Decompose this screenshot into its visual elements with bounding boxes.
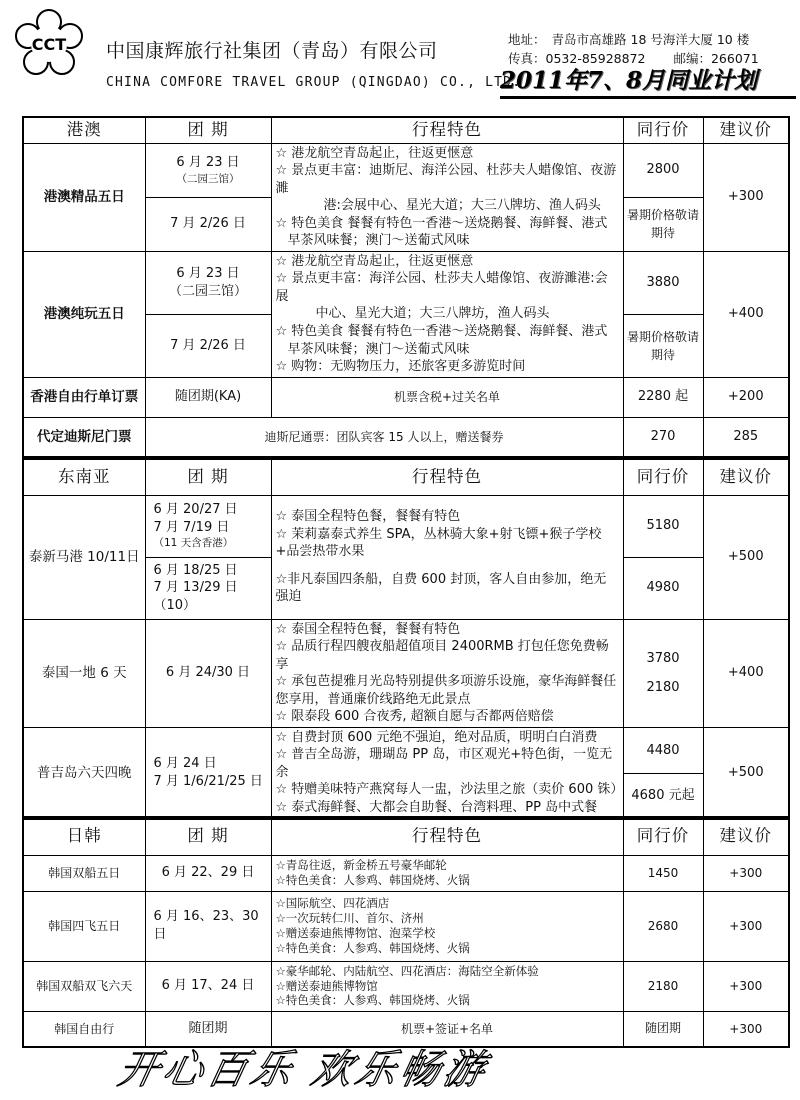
peer-price: 270 — [623, 417, 703, 457]
peer-price: 3880 — [623, 251, 703, 314]
feature-line: ☆ 泰国全程特色餐，餐餐有特色 — [275, 621, 461, 637]
feature-line: ☆赠送泰迪熊博物馆 — [275, 978, 378, 993]
table-row — [23, 855, 789, 891]
feature-line: ☆ 茉莉嘉泰式养生 SPA，丛林骑大象+射飞镖+猴子学校+品尝热带水果 — [275, 526, 602, 560]
route-name: 港澳纯玩五日 — [23, 251, 145, 377]
suggested-price: +300 — [703, 961, 789, 1011]
address-label: 地址： — [508, 32, 546, 47]
peer-price: 4680 元起 — [623, 774, 703, 819]
peer-price: 4980 — [623, 557, 703, 619]
features-cell — [271, 619, 623, 727]
feature-line: ☆一次玩转仁川、首尔、济州 — [275, 911, 424, 926]
feature-line: ☆特色美食：人参鸡、韩国烧烤、火锅 — [275, 873, 470, 887]
route-name: 香港自由行单订票 — [23, 377, 145, 417]
feature-line: ☆非凡泰国四条船，自费 600 封顶，客人自由参加，绝无强迫 — [275, 571, 607, 605]
table-row — [23, 251, 789, 314]
route-name: 韩国四飞五日 — [23, 891, 145, 961]
col-peer-price: 同行价 — [623, 117, 703, 143]
feature-line: ☆ 购物：无购物压力，还旅客更多游览时间 — [275, 359, 526, 375]
feature-line: ☆国际航空、四花酒店 — [275, 896, 390, 911]
feature-line: ☆ 特色美食 餐餐有特色一香港～送烧鹅餐、海鲜餐、港式 — [275, 215, 608, 231]
route-name: 韩国自由行 — [23, 1011, 145, 1047]
suggested-price: +400 — [703, 251, 789, 377]
table-header-row — [23, 117, 789, 143]
price-note: 暑期价格敬请期待 — [623, 314, 703, 377]
feature-line: ☆ 泰国全程特色餐，餐餐有特色 — [275, 509, 461, 525]
table-header-row — [23, 459, 789, 495]
features-cell — [271, 961, 623, 1011]
period-cell — [145, 727, 271, 818]
period-date: 6 月 23 日 — [176, 266, 240, 282]
period-date: 7 月 2/26 日 — [145, 314, 271, 377]
peer-price: 4480 — [623, 727, 703, 774]
features-cell — [271, 855, 623, 891]
feature-line: ☆青岛往返，新金桥五号豪华邮轮 — [275, 858, 447, 873]
col-features: 行程特色 — [271, 817, 623, 855]
table-row — [23, 143, 789, 197]
features-cell — [271, 251, 623, 377]
period-cell — [145, 251, 271, 314]
period-date: 6 月 24/30 日 — [145, 619, 271, 727]
feature-line: ☆赠送泰迪熊博物馆、泡菜学校 — [275, 926, 436, 940]
suggested-price: +300 — [703, 855, 789, 891]
period-date: 随团期 — [145, 1011, 271, 1047]
route-name: 韩国双船五日 — [23, 855, 145, 891]
feature-line: ☆ 品质行程四艘夜船超值项目 2400RMB 打包任您免费畅享 — [275, 639, 609, 672]
route-name: 普吉岛六天四晚 — [23, 727, 145, 818]
col-period: 团 期 — [145, 459, 271, 495]
feature-line: ☆ 限泰段 600 合夜秀, 超额自愿与否都两倍赔偿 — [275, 709, 554, 725]
footer-slogan: 开心百乐 欢乐畅游 — [114, 1047, 493, 1093]
plan-title: 2011年7、8月同业计划 — [500, 66, 796, 99]
feature-line: ☆ 泰式海鲜餐、大都会自助餐、台湾料理、PP 岛中式餐 — [275, 799, 598, 815]
table-row — [23, 891, 789, 961]
features-cell — [271, 143, 623, 251]
peer-price-cell — [623, 619, 703, 727]
japan-korea-table — [22, 816, 790, 1048]
peer-price: 2680 — [623, 891, 703, 961]
suggested-price: +300 — [703, 1011, 789, 1047]
route-name: 代定迪斯尼门票 — [23, 417, 145, 457]
feature-line: ☆特色美食：人参鸡、韩国烧烤、火锅 — [275, 940, 470, 955]
peer-price: 2180 — [646, 680, 680, 696]
suggested-price: +300 — [703, 143, 789, 251]
feature-line: 港:会展中心、星光大道；大三八牌坊、渔人码头 — [323, 198, 601, 214]
feature-line: ☆特色美食：人参鸡、韩国烧烤、火锅 — [275, 993, 470, 1008]
period-note: （10） — [153, 597, 197, 613]
period-date: 6 月 23 日 — [176, 155, 240, 171]
feature-line: ☆ 景点更丰富：迪斯尼、海洋公园、杜莎夫人蜡像馆、夜游濉 — [275, 163, 617, 196]
feature-line: 中心、星光大道；大三八牌坊，渔人码头 — [315, 306, 550, 322]
col-period: 团 期 — [145, 817, 271, 855]
route-name: 泰新马港 10/11日 — [23, 495, 145, 619]
col-suggested-price: 建议价 — [703, 117, 789, 143]
period-note: （二园三馆） — [168, 283, 247, 299]
company-name-cn: 中国康辉旅行社集团（青岛）有限公司 — [106, 40, 438, 62]
period-cell — [145, 495, 271, 557]
postcode-label: 邮编： — [673, 51, 711, 66]
col-features: 行程特色 — [271, 459, 623, 495]
features-cell: 迪斯尼通票：团队宾客 15 人以上，赠送餐券 — [145, 417, 623, 457]
period-date: 7 月 1/6/21/25 日 — [153, 773, 263, 789]
feature-line: 早茶风味餐；澳门～送葡式风味 — [287, 341, 470, 357]
period-date: 6 月 16、23、30 日 — [145, 891, 271, 961]
table-row — [23, 727, 789, 774]
fax-value: 0532-85928872 — [545, 51, 646, 66]
feature-line: ☆ 普吉全岛游，珊瑚岛 PP 岛，市区观光+特色街，一览无余 — [275, 747, 613, 780]
suggested-price: +200 — [703, 377, 789, 417]
logo-text: CCT — [31, 35, 67, 54]
peer-price: 2280 起 — [623, 377, 703, 417]
col-peer-price: 同行价 — [623, 459, 703, 495]
period-date: 6 月 18/25 日 — [153, 562, 238, 578]
table-header-row — [23, 817, 789, 855]
col-peer-price: 同行价 — [623, 817, 703, 855]
feature-line: ☆ 自费封顶 600 元绝不强迫，绝对品质，明明白白消费 — [275, 729, 598, 745]
period-date: 7 月 7/19 日 — [153, 519, 230, 535]
features-cell: 机票含税+过关名单 — [271, 377, 623, 417]
features-cell — [271, 495, 623, 619]
period-date: 6 月 20/27 日 — [153, 502, 238, 518]
feature-line: ☆豪华邮轮、内陆航空、四花酒店：海陆空全新体验 — [275, 963, 539, 978]
southeast-asia-table — [22, 458, 790, 820]
feature-line: ☆ 特色美食 餐餐有特色一香港～送烧鹅餐、海鲜餐、港式 — [275, 323, 608, 339]
table-row — [23, 495, 789, 557]
fax-label: 传真： — [508, 51, 546, 66]
col-features: 行程特色 — [271, 117, 623, 143]
peer-price: 3780 — [646, 650, 680, 666]
period-cell — [145, 557, 271, 619]
peer-price: 随团期 — [623, 1011, 703, 1047]
features-cell — [271, 891, 623, 961]
section-title: 东南亚 — [23, 459, 145, 495]
feature-line: 早茶风味餐；澳门～送葡式风味 — [287, 233, 470, 249]
suggested-price: +300 — [703, 891, 789, 961]
col-suggested-price: 建议价 — [703, 817, 789, 855]
fax-postcode — [508, 49, 759, 67]
period-date: 7 月 13/29 日 — [153, 580, 238, 596]
route-name: 韩国双船双飞六天 — [23, 961, 145, 1011]
col-period: 团 期 — [145, 117, 271, 143]
feature-line: ☆ 景点更丰富：海洋公园、杜莎夫人蜡像馆、夜游濉港:会展 — [275, 271, 608, 304]
address-value: 青岛市高雄路 18 号海洋大厦 10 楼 — [551, 32, 750, 47]
period-note: （11 天含香港） — [153, 537, 234, 550]
table-row — [23, 961, 789, 1011]
hk-macau-table — [22, 116, 790, 458]
feature-line: ☆ 特赠美味特产燕窝每人一盅，沙法里之旅（卖价 600 铢） — [275, 782, 624, 798]
col-suggested-price: 建议价 — [703, 459, 789, 495]
table-row — [23, 619, 789, 727]
company-name-en: CHINA COMFORE TRAVEL GROUP (QINGDAO) CO., LTD. — [106, 75, 522, 90]
feature-line: ☆ 港龙航空青岛起止，往返更惬意 — [275, 253, 474, 269]
peer-price: 2800 — [623, 143, 703, 197]
address — [508, 30, 749, 48]
section-title: 港澳 — [23, 117, 145, 143]
route-name: 港澳精品五日 — [23, 143, 145, 251]
postcode-value: 266071 — [710, 51, 759, 66]
suggested-price: 285 — [703, 417, 789, 457]
peer-price: 2180 — [623, 961, 703, 1011]
peer-price: 1450 — [623, 855, 703, 891]
period-date: 6 月 22、29 日 — [145, 855, 271, 891]
period-date: 随团期(KA) — [145, 377, 271, 417]
features-cell: 机票+签证+名单 — [271, 1011, 623, 1047]
feature-line: ☆ 港龙航空青岛起止，往返更惬意 — [275, 145, 474, 161]
suggested-price: +400 — [703, 619, 789, 727]
section-title: 日韩 — [23, 817, 145, 855]
suggested-price: +500 — [703, 727, 789, 818]
table-row — [23, 377, 789, 417]
features-cell — [271, 727, 623, 818]
period-note: （二园三馆） — [176, 172, 240, 185]
period-date: 6 月 17、24 日 — [145, 961, 271, 1011]
period-cell — [145, 143, 271, 197]
company-logo — [14, 8, 84, 80]
route-name: 泰国一地 6 天 — [23, 619, 145, 727]
period-date: 7 月 2/26 日 — [145, 197, 271, 251]
suggested-price: +500 — [703, 495, 789, 619]
price-note: 暑期价格敬请期待 — [623, 197, 703, 251]
feature-line: ☆ 承包芭提雅月光岛特别提供多项游乐设施，豪华海鲜餐任您享用，普通廉价线路绝无此景点 — [275, 674, 617, 707]
peer-price: 5180 — [623, 495, 703, 557]
table-row — [23, 417, 789, 457]
period-date: 6 月 24 日 — [153, 756, 217, 772]
